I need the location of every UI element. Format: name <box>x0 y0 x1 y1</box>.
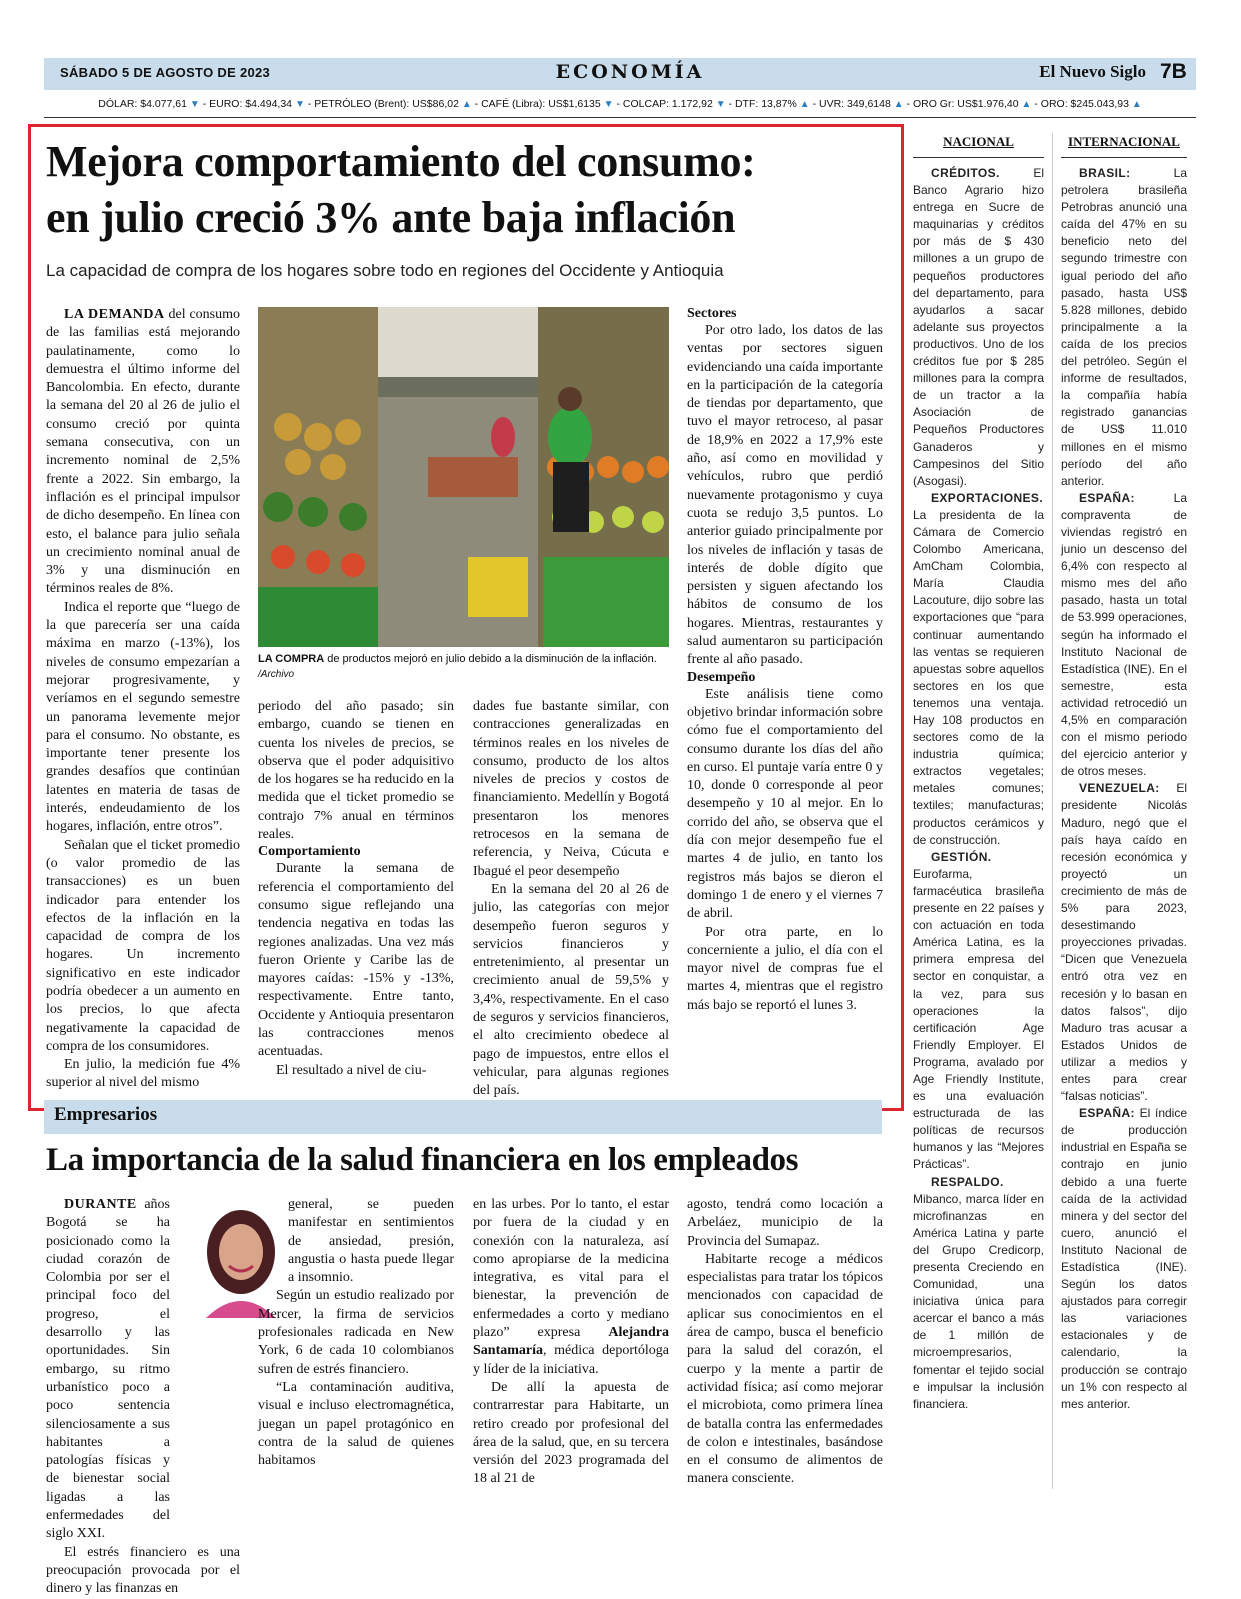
sidebar-divider <box>1052 133 1053 1489</box>
paragraph: general, se pueden manifestar en sentimientos de ansiedad, presión, angustia o hasta puede llegar a insomnio. <box>288 1197 454 1286</box>
brief-lead: EXPORTACIONES. <box>931 490 1044 505</box>
brief-text: La petrolera brasileña Petrobras anunció una caída del 47% en su beneficio neto del segundo trimestre con igual periodo del año pasado, hasta US$ 5.828 millones, debido principalmente a la caída de los precios del petróleo. Según el informe de resultados, la compañía había registrado ganancias de US$ 11.010 millones en el mismo período del año anterior. <box>1061 166 1187 488</box>
brief-text: La compraventa de viviendas registró en junio un descenso del 6,4% con respecto al mismo mes del año pasado, hasta un total de 53.999 operaciones, según ha informado el Instituto Nacional de Estadística (INE). En el semestre, esta actividad retrocedió un 4,5% en comparación con el mismo periodo del ejercicio anterior y de otros meses. <box>1061 490 1187 779</box>
ticker-item: ORO: $245.043,93 <box>1040 98 1132 110</box>
brief <box>913 1174 1044 1413</box>
ticker-item: ORO Gr: US$1.976,40 <box>912 98 1022 110</box>
lead-word: LA DEMANDA <box>64 307 165 322</box>
page-number: 7B <box>1160 60 1187 83</box>
paragraph: agosto, tendrá como locación a Arbeláez, municipio de la Provincia del Sumapaz. <box>687 1197 883 1249</box>
paragraph: , médica deportóloga y líder de la iniciativa. <box>473 1343 669 1377</box>
caption-lead: LA COMPRA <box>258 653 325 665</box>
header-date: SÁBADO 5 DE AGOSTO DE 2023 <box>60 65 271 80</box>
sidebar-nacional <box>913 165 1044 1490</box>
arrow-up-icon: ▲ <box>893 99 904 110</box>
main-headline <box>46 134 896 246</box>
caption-text: de productos mejoró en julio debido a la disminución de la inflación. <box>324 653 657 665</box>
paragraph: El estrés financiero es una preocupación provocada por el dinero y las finanzas en <box>46 1544 240 1597</box>
photo-credit: /Archivo <box>258 669 295 680</box>
brief <box>913 490 1044 849</box>
article1-column-2 <box>258 698 454 1084</box>
brief-lead: CRÉDITOS. <box>931 166 1000 180</box>
subheading-comportamiento: Comportamiento <box>258 844 361 860</box>
paragraph: Por otra parte, en lo concerniente a julio, el día con el mayor nivel de compras fue el martes 4, mientras que el registro más bajo se reportó el lunes 3. <box>687 924 883 1013</box>
brief <box>1061 780 1187 1105</box>
paragraph: Señalan que el ticket promedio (o valor promedio de las transacciones) es un buen indicador para entender los efectos de la inflación en la capacidad de compra de los hogares. Un incremento significativo en este indicador podría obedecer a un aumento en los precios, lo que afecta negativamente la capacidad de compra de los consumidores. <box>46 837 240 1054</box>
brief-lead: RESPALDO. <box>931 1174 1004 1189</box>
sidebar-internacional <box>1061 165 1187 1490</box>
subheading-sectores: Sectores <box>687 306 737 321</box>
paragraph: En la semana del 20 al 26 de julio, las categorías con mejor desempeño fueron seguros y servicios financieros y entretenimiento, al presentar un crecimiento anual de 59,5% y 3,4%, respectivamente. En el caso de seguros y servicios financieros, el alto crecimiento obedece al pago de impuestos, entre ellos el vehicular, para algunas regiones del país. <box>473 881 669 1099</box>
brief <box>1061 1105 1187 1413</box>
ticker-rule <box>44 117 1196 118</box>
brief-text: Eurofarma, farmacéutica brasileña presente en 22 países y con actuación en toda América Latina, es la primera empresa del sector en conquistar, a la vez, para sus operaciones la certificación Age Friendly Employer. El Programa, avalado por Age Friendly Institute, es una evaluación estructurada de las políticas de recursos humanos y las “Mejores Prácticas”. <box>913 866 1044 1172</box>
paragraph: “La contaminación auditiva, visual e incluso electromagnética, juegan un papel protagónico en contra de la salud de quienes habitamos <box>258 1379 454 1469</box>
paragraph: Según un estudio realizado por Mercer, la firma de servicios profesionales radicada en New York, 6 de cada 10 colombianos sufren de estrés financiero. <box>258 1288 454 1377</box>
market-photo <box>258 307 669 647</box>
article2-column-1 <box>46 1196 240 1597</box>
article1-column-4 <box>687 306 883 1084</box>
brief <box>913 849 1044 1174</box>
section-band-label: Empresarios <box>54 1104 158 1125</box>
brief-text: El índice de producción industrial en España se contrajo en junio debido a una fuerte caída de la actividad minera y del sector del cuero, anunció el Instituto Nacional de Estadística (INE). Según los datos ajustados para corregir las variaciones estacionales y de calendario, la producción se contrajo un 1% con respecto al mes anterior. <box>1061 1106 1187 1411</box>
photo-caption <box>258 652 669 682</box>
article1-column-1 <box>46 306 241 1091</box>
brief-lead: VENEZUELA: <box>1079 781 1160 796</box>
subheading-desempeno: Desempeño <box>687 669 756 685</box>
arrow-up-icon: ▲ <box>799 99 810 110</box>
brief-text: El Banco Agrario hizo entrega en Sucre de maquinarias y créditos por más de $ 430 millones a un grupo de pequeños productores del departamento, para ayudarlos a sacar adelante sus proyectos productivos. Uno de los créditos fue por $ 285 millones para la compra de un tractor a la Asociación de Pequeños Productores Ganaderos y Campesinos del Sitio (Asogasi). <box>913 166 1044 488</box>
paragraph: Durante la semana de referencia el comportamiento del consumo sigue reflejando una tendencia negativa en todas las regiones analizadas. Una vez más fueron Oriente y Caribe las de mayores caídas: -15% y -13%, respectivamente. Entre tanto, Occidente y Antioquia presentaron las contracciones menos acentuadas. <box>258 861 454 1060</box>
sidebar-rule <box>913 157 1044 158</box>
arrow-down-icon: ▼ <box>189 99 200 110</box>
ticker-separator: - <box>199 98 210 110</box>
ticker-item: COLCAP: 1.172,92 <box>622 98 716 110</box>
ticker-separator: - <box>725 98 735 110</box>
main-headline-line2: en julio creció 3% ante baja inflación <box>46 193 736 242</box>
brief-text: Mibanco, marca líder en microfinanzas en América Latina y parte del Grupo Credicorp, presenta Creciendo en Comunidad, una iniciativa única para acercar el banco a más de 1 millón de microempresarios, fomentar el tejido social e impulsar la inclusión financiera. <box>913 1191 1044 1411</box>
lead-word: DURANTE <box>64 1197 137 1212</box>
paragraph: en las urbes. Por lo tanto, el estar por fuera de la ciudad y en conexión con la naturaleza, así como apropiarse de la medicina integrativa, es vital para el bienestar, la prevención de enfermedades a corto y mediano plazo” expresa <box>473 1197 669 1341</box>
brief <box>913 165 1044 490</box>
arrow-up-icon: ▲ <box>1131 99 1142 110</box>
ticker-separator: - <box>809 98 819 110</box>
arrow-down-icon: ▼ <box>715 99 726 110</box>
section-title: ECONOMÍA <box>555 61 705 83</box>
article2-column-2 <box>258 1196 454 1486</box>
paragraph: De allí la apuesta de contrarrestar para Habitarte, un retiro creado por profesional del área de la salud, que, en su tercera versión del 2023 programada del 18 al 21 de <box>473 1379 669 1487</box>
article2-column-3 <box>473 1196 669 1486</box>
paragraph: Indica el reporte que “luego de la que parecería ser una caída máxima en marzo (-13%), los niveles de consumo empezarían a mejorar progresivamente, y veríamos en el segundo semestre un panorama levemente mejor para el consumo. No obstante, es importante tener presente los grandes desafíos que continúan latentes en materia de tasas de interés, endeudamiento de los hogares, inflación, entre otros”. <box>46 599 240 835</box>
paragraph: del consumo de las familias está mejorando paulatinamente, como lo demuestra el último informe del Bancolombia. En efecto, durante la semana del 20 al 26 de julio el consumo creció por quinta semana consecutiva, con un incremento nominal de 2,5% frente a 2022. Sin embargo, la inflación es el principal impulsor de dicho desempeño. En línea con esto, el balance para julio señala un crecimiento nominal anual de 3% y una disminución en términos reales de 8%. <box>46 307 241 597</box>
article2-headline: La importancia de la salud financiera en los empleados <box>46 1142 799 1178</box>
ticker-separator: - <box>304 98 315 110</box>
brief-lead: ESPAÑA: <box>1079 1106 1135 1121</box>
brief-text: El presidente Nicolás Maduro, negó que el país haya caído en recesión económica y proyectó un crecimiento de más de 5% para 2023, desestimando proyecciones privadas. “Dicen que Venezuela entró otra vez en recesión y lo basan en datos falsos”, dijo Maduro tras acusar a Estados Unidos de utilizar a medios y entes para crear “falsas noticias”. <box>1061 781 1187 1104</box>
paragraph: dades fue bastante similar, con contracciones generalizadas en términos reales en los niveles de consumo, producto de los altos niveles de precios y costos de financiamiento. Medellín y Bogotá presentaron los menores retrocesos en la semana de referencia, y Neiva, Cúcuta e Ibagué el peor desempeño <box>473 699 669 879</box>
market-photo-image <box>258 307 669 647</box>
paragraph: En julio, la medición fue 4% superior al nivel del mismo <box>46 1057 240 1091</box>
internacional-heading: INTERNACIONAL <box>1068 134 1180 149</box>
paragraph: El resultado a nivel de ciu- <box>276 1062 427 1078</box>
arrow-down-icon: ▼ <box>603 99 614 110</box>
ticker-item: EURO: $4.494,34 <box>209 98 295 110</box>
paragraph: Este análisis tiene como objetivo brindar información sobre cómo fue el comportamiento del consumo durante los días del año en curso. El puntaje varía entre 0 y 10, donde 0 corresponde al peor desempeño y 10 al mejor. En lo corrido del año, se observa que el día con mejor desempeño fue el martes 4 de julio, en tanto los registros más bajos se dieron el domingo 1 de enero y el viernes 7 de abril. <box>687 686 883 922</box>
brief-lead: ESPAÑA: <box>1079 490 1135 505</box>
nacional-heading: NACIONAL <box>943 134 1014 149</box>
paragraph: años Bogotá se ha posicionado como la ciudad corazón de Colombia por ser el principal foco del progreso, el desarrollo y las oportunidades. Sin embargo, su ritmo urbanístico poco a poco sentencia silenciosamente a sus habitantes a patologías físicas y de bienestar social ligadas a las enfermedades del siglo XXI. <box>46 1197 170 1542</box>
ticker-item: UVR: 349,6148 <box>819 98 894 110</box>
brief <box>1061 165 1187 490</box>
market-ticker <box>44 98 1196 110</box>
paragraph: periodo del año pasado; sin embargo, cuando se tienen en cuenta los niveles de precios, se observa que el poder adquisitivo de los hogares se ha reducido en la medida que el ticket promedio se contrajo 7% anual en términos reales. <box>258 699 454 843</box>
main-subhead: La capacidad de compra de los hogares sobre todo en regiones del Occidente y Antioquia <box>46 261 724 280</box>
article2-column-4 <box>687 1196 883 1486</box>
ticker-separator: - <box>903 98 913 110</box>
paragraph: Por otro lado, los datos de las ventas por sectores siguen evidenciando una caída importante en la participación de la categoría de tiendas por departamento, que tuvo el mayor retroceso, al pasar de 18,9% en 2022 a 17,9% este año, así como en movilidad y vehículos, rubro que perdió nuevamente protagonismo y cuya cuota se redujo 3,5 puntos. Lo anterior guiado principalmente por los niveles de inflación y tasas de interés de doble dígito que persisten y siguen afectando los hábitos de consumo de los hogares. Mientras, restaurantes y salud aumentaron su participación frente al año pasado. <box>687 323 883 668</box>
arrow-down-icon: ▼ <box>294 99 305 110</box>
ticker-separator: - <box>613 98 623 110</box>
ticker-item: DÓLAR: $4.077,61 <box>98 98 190 110</box>
sidebar-rule <box>1061 157 1187 158</box>
arrow-up-icon: ▲ <box>1021 99 1032 110</box>
ticker-separator: - <box>471 98 482 110</box>
article1-column-3 <box>473 698 669 1099</box>
section-band <box>44 1100 882 1134</box>
ticker-separator: - <box>1031 98 1041 110</box>
newspaper-name: El Nuevo Siglo <box>1039 62 1146 81</box>
brief-text: La presidenta de la Cámara de Comercio Colombo Americana, AmCham Colombia, María Claudia Lacouture, dijo sobre las exportaciones que “para continuar aumentando las ventas se requieren apuestas sobre aquellos sectores en los que tenemos una ventaja. Hay 108 productos en sectores como de la industria química; extractos vegetales; metales comunes; textiles; manufacturas; productos cerámicos y de construcción. <box>913 507 1044 847</box>
brief-lead: BRASIL: <box>1079 166 1131 180</box>
brief <box>1061 490 1187 781</box>
main-headline-line1: Mejora comportamiento del consumo: <box>46 137 756 186</box>
ticker-item: DTF: 13,87% <box>734 98 800 110</box>
ticker-item: CAFÉ (Libra): US$1,6135 <box>481 98 604 110</box>
brief-lead: GESTIÓN. <box>931 849 992 864</box>
arrow-up-icon: ▲ <box>461 99 472 110</box>
ticker-item: PETRÓLEO (Brent): US$86,02 <box>314 98 462 110</box>
paragraph: Habitarte recoge a médicos especialistas para tratar los tópicos mencionados con capacidad de aplicar sus conocimientos en el área de campo, busca el beneficio para la salud del corazón, el cuerpo y la mente a partir de actividad física; así como mejorar el microbiota, como primera línea de batalla contra las enfermedades de colon e intestinales, basándose en el consumo de alimentos de manera consciente. <box>687 1251 883 1487</box>
quoted-author: Alejandra Santamaría <box>473 1325 669 1359</box>
